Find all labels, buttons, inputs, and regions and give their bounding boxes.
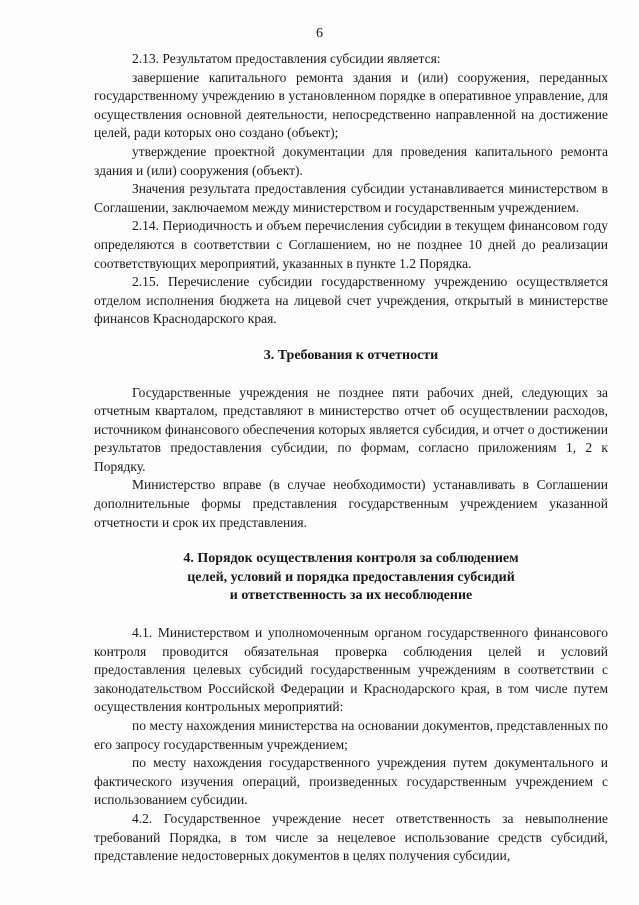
section-4-heading-line2: целей, условий и порядка предоставления субсидий bbox=[187, 569, 515, 585]
paragraph-ministry-location: по месту нахождения министерства на основании документов, представленных по его запросу государственным учреждением; bbox=[94, 718, 608, 752]
paragraph-4-1: 4.1. Министерством и уполномоченным органом государственного финансового контроля проводится обязательная проверка соблюдения целей и условий предоставления целевых субсидий государственным учреждениям в соответствии с законодательством Российской Федерации и Краснодарского края, в том числе путем осуществления контрольных мероприятий: bbox=[94, 625, 608, 715]
section-4-heading-line1: 4. Порядок осуществления контроля за соблюдением bbox=[183, 551, 519, 567]
paragraph-4-2: 4.2. Государственное учреждение несет ответственность за невыполнение требований Порядка, в том числе за нецелевое использование средств субсидий, представление недостоверных документов в целях получения субсидии, bbox=[94, 810, 608, 864]
paragraph-institution-location: по месту нахождения государственного учреждения путем документального и фактического изучения операций, произведенных государственным учреждением с использованием субсидии. bbox=[94, 755, 608, 808]
spacer bbox=[94, 366, 608, 384]
page-number: 6 bbox=[316, 26, 323, 41]
spacer bbox=[94, 329, 608, 347]
spacer bbox=[94, 606, 608, 624]
document-body bbox=[94, 50, 608, 866]
paragraph-2-15: 2.15. Перечисление субсидии государственному учреждению осуществляется отделом исполнения бюджета на лицевой счет учреждения, открытый в министерстве финансов Краснодарского края. bbox=[94, 274, 608, 327]
paragraph-2-13: 2.13. Результатом предоставления субсидии является: bbox=[132, 51, 441, 66]
paragraph-2-14: 2.14. Периодичность и объем перечисления субсидии в текущем финансовом году определяются в соответствии с Соглашением, но не позднее 10 дней до реализации соответствующих мероприятий, указанных в пункте 1.2 Порядка. bbox=[94, 218, 608, 271]
paragraph-result-design: утверждение проектной документации для проведения капитального ремонта здания и (или) сооружения (объект). bbox=[94, 143, 608, 178]
paragraph-result-repair: завершение капитального ремонта здания и (или) сооружения, переданных государственному учреждению в установленном порядке в оперативное управление, для осуществления основной деятельности, непосредственно направленной на достижение целей, ради которых оно создано (объект); bbox=[94, 69, 608, 141]
paragraph-reporting-extra: Министерство вправе (в случае необходимости) устанавливать в Соглашении дополнительные формы представления государственным учреждением указанной отчетности и срок их представления. bbox=[94, 477, 608, 530]
section-3-heading: 3. Требования к отчетности bbox=[263, 347, 439, 363]
section-4-heading-line3: и ответственность за их несоблюдение bbox=[229, 588, 473, 604]
paragraph-result-values: Значения результата предоставления субсидии устанавливается министерством в Соглашении, заключаемом между министерством и государственным учреждением. bbox=[94, 181, 608, 215]
paragraph-reporting: Государственные учреждения не позднее пяти рабочих дней, следующих за отчетным кварталом, представляют в министерство отчет об осуществлении расходов, источником финансового обеспечения которых является субсидия, и отчет о достижении результатов предоставления субсидии, по формам, согласно приложениям 1, 2 к Порядку. bbox=[94, 384, 608, 474]
spacer bbox=[94, 532, 608, 550]
